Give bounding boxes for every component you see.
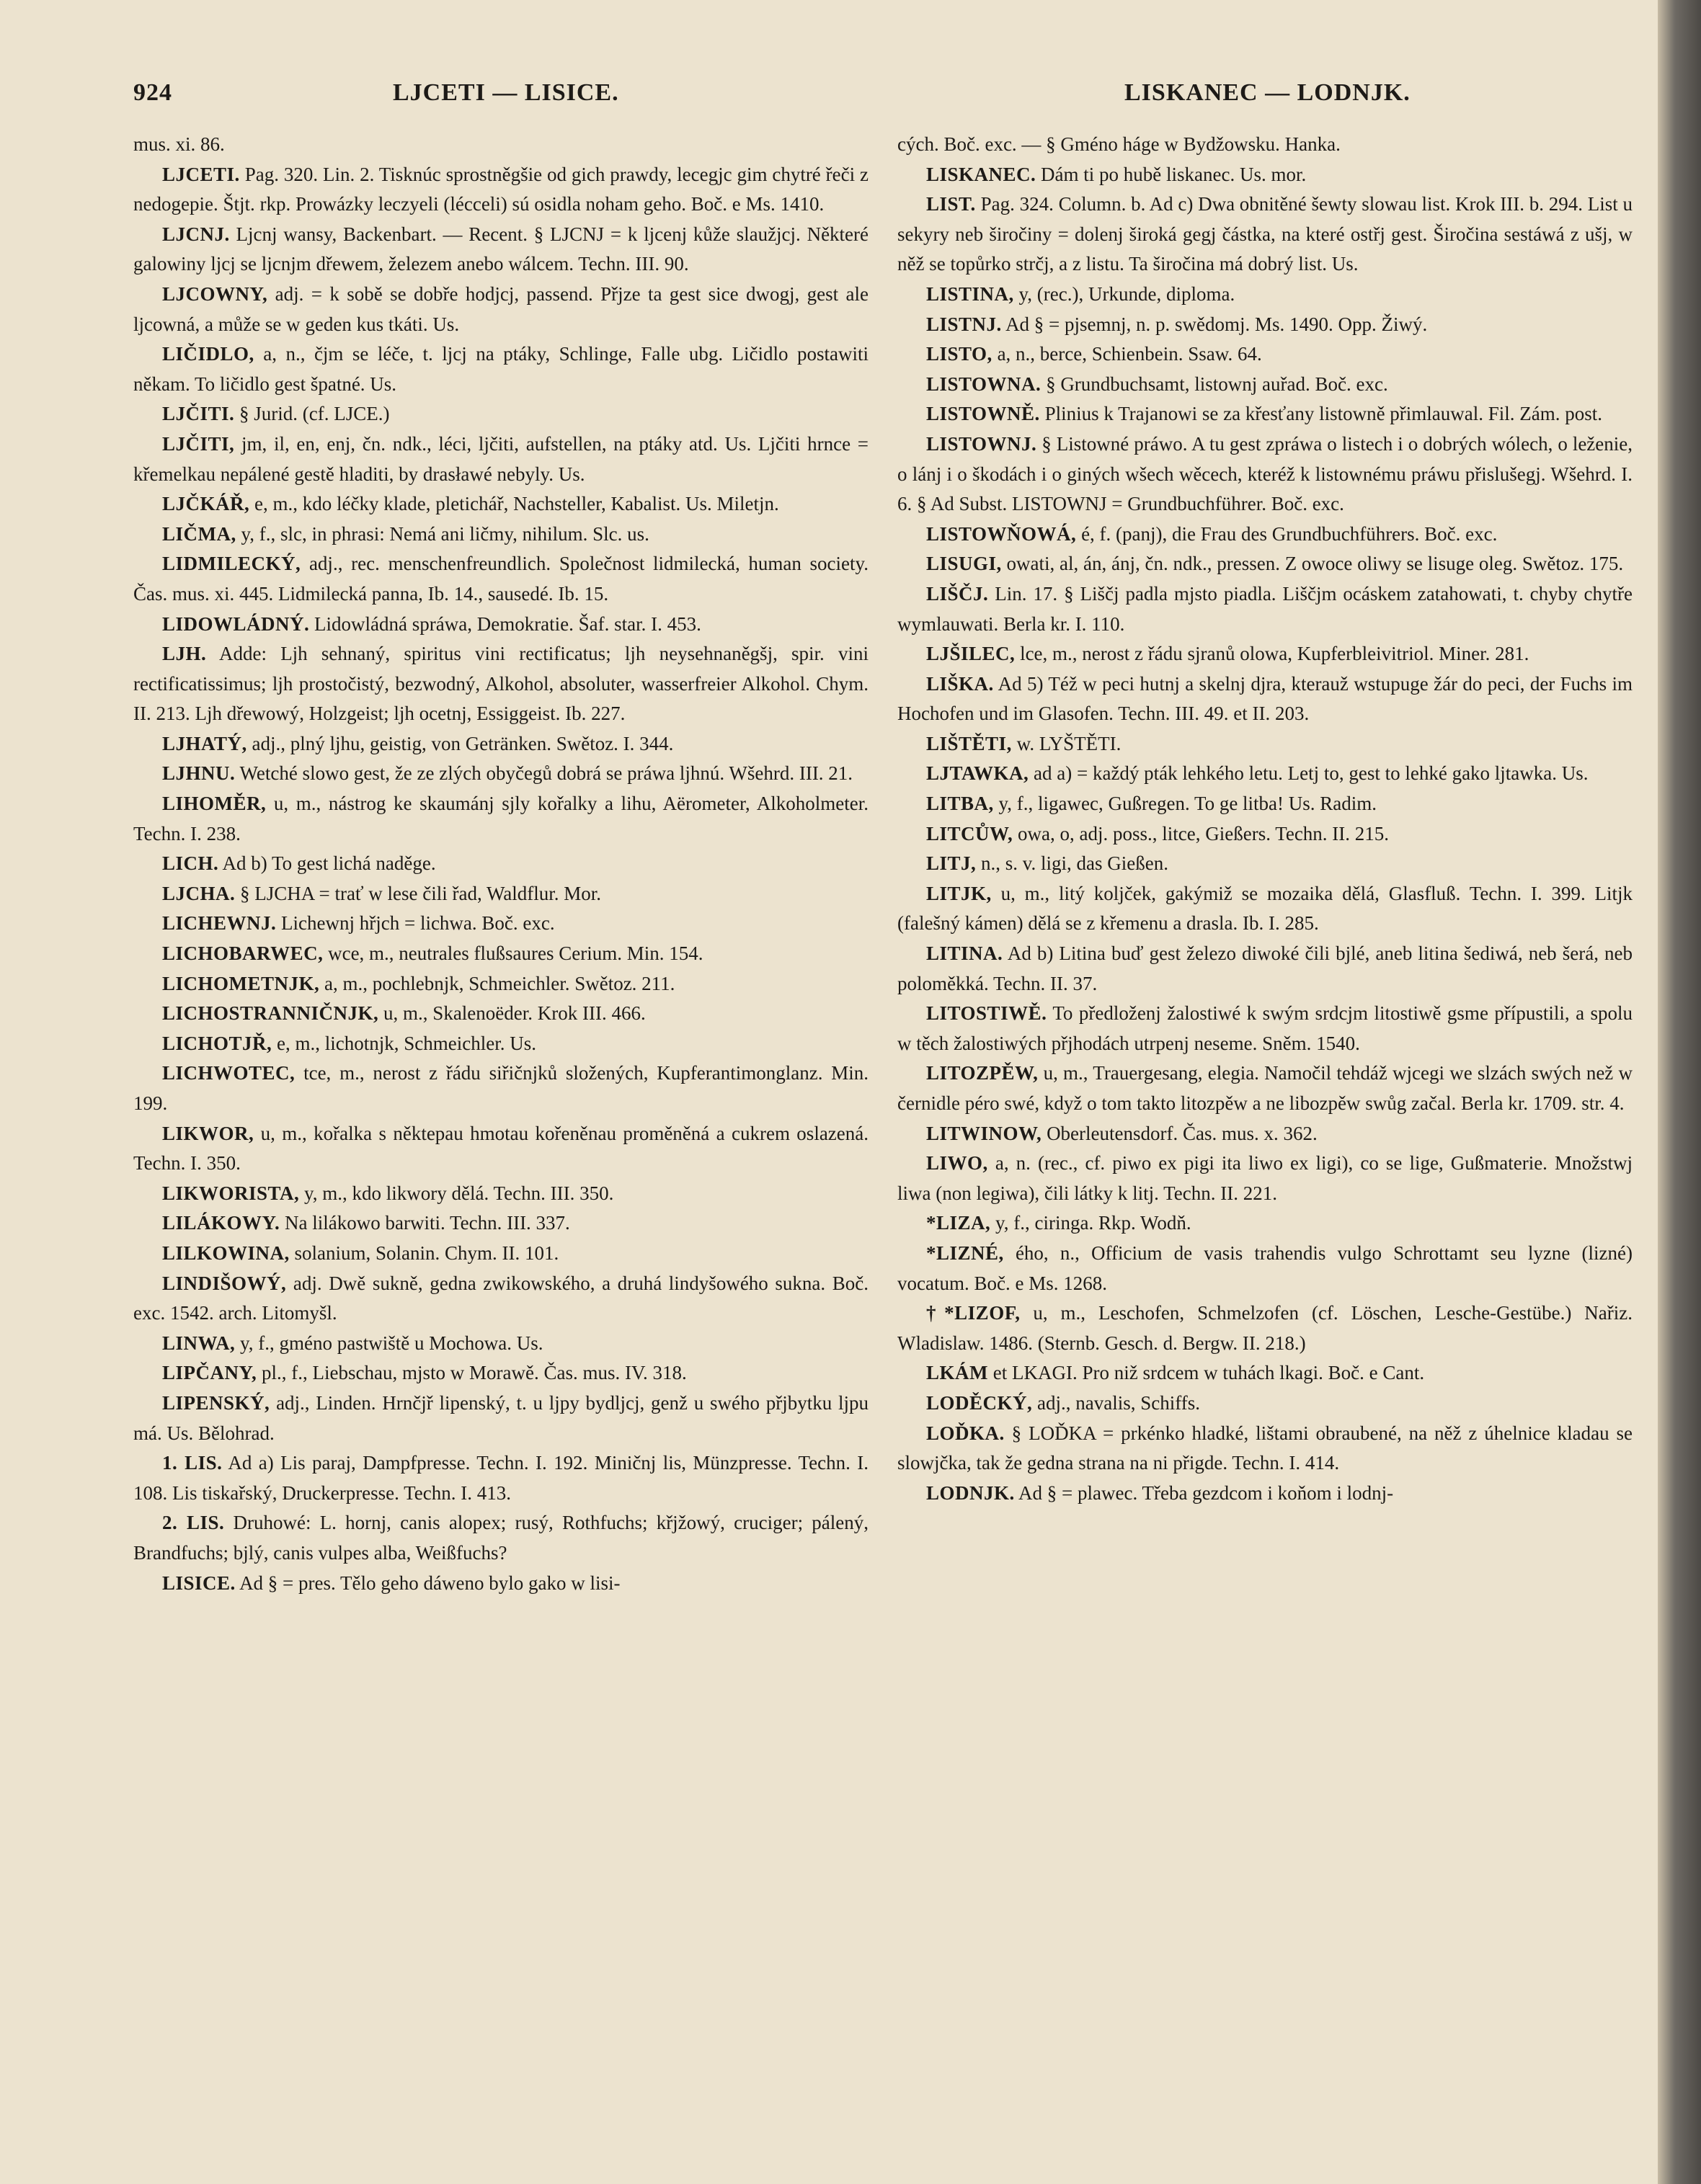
dictionary-entry (897, 1149, 1633, 1208)
dictionary-entry (133, 1508, 869, 1568)
entry-text: y, f., slc, in phrasi: Nemá ani ličmy, nihilum. Slc. us. (241, 522, 649, 545)
entry-headword: *LIZA, (926, 1212, 991, 1234)
dictionary-entry (897, 1208, 1633, 1239)
entry-text: e, m., lichotnjk, Schmeichler. Us. (277, 1032, 536, 1054)
dictionary-entry (897, 759, 1633, 789)
entry-headword: LISICE. (162, 1572, 236, 1594)
dictionary-entry (133, 1329, 869, 1359)
dictionary-entry (897, 789, 1633, 819)
entry-headword: LJŠILEC, (926, 643, 1016, 665)
entry-text: Wetché slowo gest, že ze zlých obyčegů dobrá se práwa ljhnú. Wšehrd. III. 21. (239, 762, 853, 785)
entry-headword: LICHEWNJ. (162, 912, 277, 935)
dictionary-entry (897, 669, 1633, 729)
entry-headword: LISTOWNJ. (926, 432, 1037, 455)
entry-headword: LISTINA, (926, 282, 1014, 305)
entry-headword: LITOZPĚW, (926, 1062, 1039, 1084)
entry-headword: 2. LIS. (162, 1512, 225, 1534)
dictionary-entry (133, 399, 869, 429)
entry-text: n., s. v. ligi, das Gießen. (981, 852, 1168, 875)
entry-headword: LICHWOTEC, (162, 1062, 296, 1084)
entry-text: pl., f., Liebschau, mjsto w Morawě. Čas. mus. IV. 318. (262, 1362, 687, 1384)
dictionary-entry (133, 1208, 869, 1239)
entry-headword: LINWA, (162, 1332, 236, 1354)
dictionary-entry (897, 370, 1633, 400)
entry-headword: LJCNJ. (162, 223, 230, 245)
entry-headword: LODĚCKÝ, (926, 1391, 1033, 1414)
entry-headword: LITINA. (926, 942, 1003, 965)
entry-text: Lichewnj hřjch = lichwa. Boč. exc. (281, 912, 555, 935)
entry-text: u, m., nástrog ke skaumánj sjly kořalky a lihu, Aërometer, Alkoholmeter. Techn. I. 238. (133, 793, 869, 844)
right-running-title: LISKANEC — LODNJK. (1124, 79, 1411, 106)
dictionary-entry (133, 1029, 869, 1059)
entry-text: Ad b) To gest lichá naděge. (222, 852, 436, 875)
dictionary-entry (133, 909, 869, 939)
entry-text: § Listowné práwo. A tu gest zpráwa o listech i o dobrých wólech, o leženie, o lánj i o škodách i o giných wšech wěcech, kteréž k listownému práwu přislušegj. Wšehrd. I. 6. § Ad Subst. LISTOWNJ = Grundbuchführer. Boč. exc. (897, 432, 1633, 515)
entry-text: y, f., ligawec, Gußregen. To ge litba! Us. Radim. (998, 793, 1377, 815)
dictionary-entry (133, 639, 869, 729)
entry-text: Ad a) Lis paraj, Dampfpresse. Techn. I. 192. Miničnj lis, Münzpresse. Techn. I. 108. Lis tiskařský, Druckerpresse. Techn. I. 413. (133, 1452, 869, 1504)
entry-text: y, (rec.), Urkunde, diploma. (1018, 282, 1235, 305)
dictionary-entry (897, 549, 1633, 579)
dictionary-entry (133, 1179, 869, 1209)
entry-text: adj., navalis, Schiffs. (1037, 1391, 1200, 1414)
entry-headword: LIWO, (926, 1152, 988, 1175)
entry-text: To předloženj žalostiwé k swým srdcjm litostiwě gsme přípustili, a spolu w těch žalostiwých přjhodách utrpenj neseme. Sněm. 1540. (897, 1002, 1633, 1054)
entry-text: e, m., kdo léčky klade, pletichář, Nachsteller, Kabalist. Us. Miletjn. (254, 493, 779, 515)
dictionary-entry (897, 579, 1633, 639)
entry-headword: LIŠKA. (926, 672, 994, 695)
entry-text: § Grundbuchsamt, listownj auřad. Boč. exc. (1046, 373, 1388, 395)
dictionary-entry (897, 1058, 1633, 1118)
dictionary-entry (897, 939, 1633, 999)
entry-headword: LITJK, (926, 882, 992, 904)
entry-text: § LJCHA = trať w lese čili řad, Waldflur. Mor. (240, 882, 602, 904)
dictionary-entry (897, 1419, 1633, 1479)
entry-text: u, m., Trauergesang, elegia. Namočil tehdáž wjcegi we slzách swých než w černidle péro swé, když o tom takto litozpěw a ne libozpěw swůg začal. Berla kr. 1709. str. 4. (897, 1062, 1633, 1114)
entry-text: owati, al, án, ánj, čn. ndk., pressen. Z owoce oliwy se lisuge oleg. Swětoz. 175. (1006, 553, 1624, 575)
entry-headword: LIKWOR, (162, 1122, 254, 1144)
dictionary-entry (897, 280, 1633, 310)
entry-text: mus. xi. 86. (133, 133, 225, 155)
entry-text: Dám ti po hubě liskanec. Us. mor. (1041, 163, 1307, 185)
left-running-title: LJCETI — LISICE. (393, 79, 619, 106)
dictionary-entry (897, 999, 1633, 1058)
entry-text: Ad 5) Též w peci hutnj a skelnj djra, kterauž wstupuge žár do peci, der Fuchs im Hochofen und im Glasofen. Techn. III. 49. et II. 203. (897, 672, 1633, 725)
dictionary-entry (897, 1239, 1633, 1298)
entry-text: Adde: Ljh sehnaný, spiritus vini rectificatus; ljh neysehnaněgšj, spir. vini rectificatissimus; ljh prostočistý, bezwodný, Alkohol, absoluter, wasserfreier Alkohol. Chym. II. 213. Ljh dřewowý, Holzgeist; ljh ocetnj, Essiggeist. Ib. 227. (133, 643, 869, 725)
dictionary-entry (133, 489, 869, 520)
entry-headword: LISTOWNA. (926, 373, 1042, 395)
dictionary-entry (133, 939, 869, 969)
book-spine-edge (1658, 0, 1701, 2184)
dictionary-entry (133, 1569, 869, 1599)
entry-text: Lin. 17. § Liščj padla mjsto piadla. Liščjm ocáskem zatahowati, t. chyby chytře wymlauwati. Berla kr. I. 110. (897, 582, 1633, 635)
dictionary-entry (133, 429, 869, 489)
dictionary-entry (133, 339, 869, 399)
dictionary-entry (133, 160, 869, 220)
entry-headword: LJHNU. (162, 762, 236, 785)
entry-headword: LODNJK. (926, 1481, 1015, 1504)
entry-text: ad a) = každý pták lehkého letu. Letj to, gest to lehké gako ljtawka. Us. (1034, 762, 1589, 785)
entry-headword: LITWINOW, (926, 1122, 1042, 1144)
entry-text: Plinius k Trajanowi se za křesťany listowně přimlauwal. Fil. Zám. post. (1044, 403, 1603, 425)
entry-text: lce, m., nerost z řádu sjranů olowa, Kupferbleivitriol. Miner. 281. (1020, 643, 1529, 665)
entry-text: y, m., kdo likwory dělá. Techn. III. 350. (304, 1182, 614, 1204)
entry-headword: LJČITI. (162, 403, 235, 425)
entry-text: Druhowé: L. hornj, canis alopex; rusý, Rothfuchs; křjžowý, cruciger; pálený, Brandfuchs; bjlý, canis vulpes alba, Weißfuchs? (133, 1512, 869, 1564)
entry-headword: LIDMILECKÝ, (162, 553, 301, 575)
entry-headword: *LIZNÉ, (926, 1242, 1004, 1264)
entry-headword: LICH. (162, 852, 219, 875)
entry-text: u, m., Leschofen, Schmelzofen (cf. Löschen, Lesche-Gestübe.) Nařiz. Wladislaw. 1486. (Sternb. Gesch. d. Bergw. II. 218.) (897, 1302, 1633, 1354)
dictionary-entry (897, 1358, 1633, 1389)
entry-text: a, n., čjm se léče, t. ljcj na ptáky, Schlinge, Falle ubg. Ličidlo postawiti někam. To ličidlo gest špatné. Us. (133, 343, 869, 395)
entry-text: Lidowládná spráwa, Demokratie. Šaf. star. I. 453. (314, 612, 701, 635)
dictionary-entry (133, 1389, 869, 1448)
entry-headword: LISKANEC. (926, 163, 1036, 185)
entry-text: Na lilákowo barwiti. Techn. III. 337. (285, 1212, 570, 1234)
right-column (897, 130, 1633, 1508)
entry-text: § LOĎKA = prkénko hladké, lištami obraubené, na něž z úhelnice kladau se slowjčka, tak že gedna strana na ni přigde. Techn. I. 414. (897, 1422, 1633, 1474)
entry-headword: LIŠČJ. (926, 582, 989, 605)
entry-headword: LIPČANY, (162, 1362, 257, 1384)
entry-text: ého, n., Officium de vasis trahendis vulgo Schrottamt seu lyzne (lizné) vocatum. Boč. e Ms. 1268. (897, 1242, 1633, 1294)
entry-text: w. LYŠTĚTI. (1016, 732, 1122, 754)
dictionary-entry (897, 849, 1633, 879)
entry-text: adj. Dwě sukně, gedna zwikowského, a druhá lindyšowého sukna. Boč. exc. 1542. arch. Litomyšl. (133, 1272, 869, 1324)
entry-headword: LIST. (926, 193, 976, 215)
entry-headword: LISUGI, (926, 553, 1002, 575)
dictionary-entry (897, 339, 1633, 370)
entry-text: a, n., berce, Schienbein. Ssaw. 64. (997, 343, 1262, 365)
dictionary-entry (133, 969, 869, 999)
entry-text: é, f. (panj), die Frau des Grundbuchführers. Boč. exc. (1081, 522, 1498, 545)
dictionary-entry (133, 729, 869, 759)
entry-headword: LJH. (162, 643, 207, 665)
entry-headword: LISTOWŇOWÁ, (926, 522, 1077, 545)
dictionary-entry (133, 999, 869, 1029)
dictionary-entry (133, 879, 869, 909)
entry-headword: 1. LIS. (162, 1452, 223, 1474)
entry-text: u, m., kořalka s něktерau hmotau kořeněnau proměněná a cukrem oslazená. Techn. I. 350. (133, 1122, 869, 1175)
dictionary-entry (133, 1119, 869, 1179)
entry-text: owa, o, adj. poss., litce, Gießers. Techn. II. 215. (1018, 822, 1390, 844)
entry-text: Ad § = pres. Tělo geho dáweno bylo gako w lisi- (239, 1572, 621, 1594)
entry-headword: LKÁM (926, 1362, 988, 1384)
dictionary-entry (133, 1058, 869, 1118)
dictionary-entry (133, 549, 869, 609)
entry-headword: LJČKÁŘ, (162, 493, 250, 515)
entry-text: y, f., gméno pastwiště u Mochowa. Us. (240, 1332, 543, 1354)
entry-text: a, n. (rec., cf. piwo ex pigi ita liwo ex ligi), co se lige, Gußmaterie. Množstwj liwa (non legiwa), čili látky k litj. Techn. II. 221. (897, 1152, 1633, 1204)
entry-text: et LKAGI. Pro niž srdcem w tuhách lkagi. Boč. e Cant. (992, 1362, 1425, 1384)
entry-headword: LICHOBARWEC, (162, 942, 324, 965)
dictionary-entry (897, 1479, 1633, 1509)
dictionary-entry (897, 160, 1633, 190)
entry-text: adj., Linden. Hrnčjř lipenský, t. u ljpy bydljcj, genž u swého přjbytku ljpu má. Us. Bělohrad. (133, 1391, 869, 1444)
dictionary-entry (897, 1119, 1633, 1149)
dictionary-entry (133, 789, 869, 849)
entry-headword: LJCOWNY, (162, 282, 268, 305)
dictionary-entry (897, 1298, 1633, 1358)
entry-headword: LIPENSKÝ, (162, 1391, 270, 1414)
entry-text: Ad b) Litina buď gest železo diwoké čili bjlé, aneb litina šediwá, neb šerá, neb poloměkká. Techn. II. 37. (897, 942, 1633, 994)
entry-headword: LILÁKOWY. (162, 1212, 280, 1234)
dictionary-entry (133, 220, 869, 280)
dictionary-entry (133, 280, 869, 339)
entry-headword: †*LIZOF, (926, 1302, 1021, 1324)
entry-headword: LITOSTIWĚ. (926, 1002, 1047, 1025)
dictionary-entry (133, 849, 869, 879)
dictionary-entry (897, 190, 1633, 280)
dictionary-entry (897, 1389, 1633, 1419)
entry-headword: LICHOMETNJK, (162, 972, 320, 994)
entry-text: Ljcnj wansy, Backenbart. — Recent. § LJCNJ = k ljcenj kůže slaužjcj. Některé galowiny ljcj se ljcnjm dřewem, železem anebo wálcem. Techn. III. 90. (133, 223, 869, 275)
entry-headword: LILKOWINA, (162, 1242, 290, 1264)
dictionary-entry (897, 429, 1633, 520)
entry-headword: LIŠTĚTI, (926, 732, 1012, 754)
entry-headword: LIČMA, (162, 522, 236, 545)
dictionary-entry (133, 1358, 869, 1389)
entry-text: Pag. 320. Lin. 2. Tisknúc sprostněgšie od gich prawdy, lecegjc gim chytré řeči z nedogepie. Štjt. rkp. Prowázky leczyeli (lécceli) sú osidla noham geho. Boč. e Ms. 1410. (133, 163, 869, 215)
dictionary-entry (133, 520, 869, 550)
entry-text: adj., plný ljhu, geistig, von Getränken. Swětoz. I. 344. (252, 732, 674, 754)
entry-headword: LIČIDLO, (162, 343, 254, 365)
left-column (133, 130, 869, 1598)
entry-headword: LJCHA. (162, 882, 236, 904)
page-number: 924 (133, 79, 172, 106)
entry-headword: LITCŮW, (926, 822, 1013, 844)
entry-text: u, m., Skalenoëder. Krok III. 466. (383, 1002, 646, 1025)
dictionary-entry (897, 729, 1633, 759)
entry-headword: LOĎKA. (926, 1422, 1005, 1444)
entry-headword: LISTOWNĚ. (926, 403, 1040, 425)
entry-text: y, f., ciringa. Rkp. Wodň. (995, 1212, 1191, 1234)
entry-text: Oberleutensdorf. Čas. mus. x. 362. (1047, 1122, 1318, 1144)
dictionary-entry (133, 1239, 869, 1269)
dictionary-entry (897, 520, 1633, 550)
entry-headword: LIHOMĚR, (162, 793, 267, 815)
entry-text: adj., rec. menschenfreundlich. Společnost lidmilecká, human society. Čas. mus. xi. 445. Lidmilecká panna, Ib. 14., sausedé. Ib. 15. (133, 553, 869, 605)
entry-text: solanium, Solanin. Chym. II. 101. (294, 1242, 559, 1264)
entry-text: jm, il, en, enj, čn. ndk., léci, ljčiti, aufstellen, na ptáky atd. Us. Ljčiti hrnce = křemelkau nepálené gestě hladiti, by drasławé nebyly. Us. (133, 432, 869, 485)
entry-text: wce, m., neutrales flußsaures Cerium. Min. 154. (328, 942, 703, 965)
entry-headword: LISTNJ. (926, 313, 1002, 335)
entry-text: a, m., pochlebnjk, Schmeichler. Swětoz. 211. (324, 972, 675, 994)
entry-headword: LICHOSTRANNIČNJK, (162, 1002, 379, 1025)
dictionary-entry (897, 399, 1633, 429)
dictionary-entry (897, 819, 1633, 850)
dictionary-entry (897, 310, 1633, 340)
entry-text: Pag. 324. Column. b. Ad c) Dwa obnitěné šewty slowau list. Krok III. b. 294. List u sekyry neb širočiny = dolenj široká gegj částka, na které ostřj gest. Širočina sestáwá z ušj, w něž se topůrko strčj, a z listu. Ta širočina má dobrý list. Us. (897, 193, 1633, 275)
entry-headword: LJTAWKA, (926, 762, 1029, 785)
dictionary-entry (897, 639, 1633, 669)
entry-text: Ad § = pjsemnj, n. p. swědomj. Ms. 1490. Opp. Žiwý. (1005, 313, 1428, 335)
entry-headword: LISTO, (926, 343, 992, 365)
entry-text: Ad § = plawec. Třeba gezdcom i koňom i lodnj- (1018, 1481, 1394, 1504)
entry-headword: LINDIŠOWÝ, (162, 1272, 287, 1294)
entry-headword: LIKWORISTA, (162, 1182, 300, 1204)
entry-headword: LICHOTJŘ, (162, 1032, 272, 1054)
entry-text: cých. Boč. exc. — § Gméno háge w Bydžowsku. Hanka. (897, 133, 1341, 155)
dictionary-entry (897, 130, 1633, 160)
entry-headword: LITBA, (926, 793, 994, 815)
entry-text: u, m., litý koljček, gakýmiž se mozaika dělá, Glasfluß. Techn. I. 399. Litjk (falešný kámen) dělá se z křemenu a drasla. Ib. I. 285. (897, 882, 1633, 935)
entry-text: § Jurid. (cf. LJCE.) (239, 403, 390, 425)
entry-headword: LITJ, (926, 852, 977, 875)
dictionary-entry (897, 879, 1633, 939)
dictionary-entry (133, 1448, 869, 1508)
entry-headword: LJHATÝ, (162, 732, 247, 754)
dictionary-entry (133, 610, 869, 640)
entry-text: adj. = k sobě se dobře hodjcj, passend. Přjze ta gest sice dwogj, gest ale ljcowná, a může se w geden kus tkáti. Us. (133, 282, 869, 335)
dictionary-entry (133, 1269, 869, 1329)
entry-headword: LJCETI. (162, 163, 240, 185)
entry-text: tce, m., nerost z řádu siřičnjků složených, Kupferantimonglanz. Min. 199. (133, 1062, 869, 1114)
entry-headword: LJČITI, (162, 432, 235, 455)
entry-headword: LIDOWLÁDNÝ. (162, 612, 310, 635)
page-header (133, 79, 1633, 122)
dictionary-entry (133, 759, 869, 789)
dictionary-entry (133, 130, 869, 160)
